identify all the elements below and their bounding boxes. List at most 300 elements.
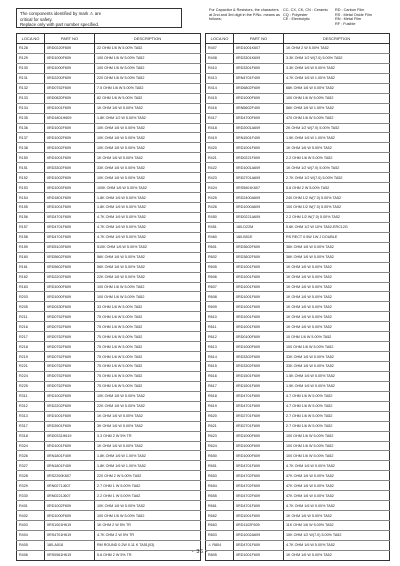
parts-table-left [16,33,201,561]
part-no-cell: 0RD3901F609 [45,421,95,431]
loca-no-cell: R606 [206,272,234,282]
table-row [17,342,201,352]
description-cell: 22K OHM 1/6 W 5.00% TA52 [95,272,201,282]
part-no-cell: 0RD0752F609 [45,312,95,322]
loca-no-cell: R451 [206,222,234,232]
table-row [206,491,390,501]
description-cell: 1.8K OHM 1/6 W 1.00% TA52 [95,461,201,471]
table-row [17,123,201,133]
part-no-cell: 0RD4701F609 [234,401,284,411]
description-cell: 10K OHM 1/6 W 5.00% TA52 [95,391,201,401]
loca-no-cell: R161 [17,262,45,272]
table-row [17,53,201,63]
description-cell: 47K OHM 1/6 W 5.00% TA52 [284,481,390,491]
loca-no-cell: R216 [17,322,45,332]
table-row [17,322,201,332]
parts-table-left-body [17,44,201,561]
part-no-cell: 0RD4702F609 [234,481,284,491]
part-no-cell: 0RD1002F609 [45,123,95,133]
part-no-cell: 0RD5103F609 [45,242,95,252]
part-no-cell: 0RD4702F609 [234,471,284,481]
table-row [17,282,201,292]
part-no-cell: 0RD1000F609 [234,451,284,461]
loca-no-cell: R408 [206,53,234,63]
table-row [17,272,201,282]
safety-notice [16,8,182,28]
part-no-cell: 0RD4700F609 [234,113,284,123]
part-no-cell: 0RD0221A609 [234,212,284,222]
table-row [17,143,201,153]
description-cell: 510K OHM 1/6 W 5.00% TA52 [95,242,201,252]
loca-no-cell: R406 [17,550,45,560]
part-no-cell: 0RN5602F409 [234,103,284,113]
table-row [206,242,390,252]
description-cell: RM ROUND 0.2W 0.11 K TA51(03) [95,540,201,550]
part-no-cell: 0RD1001F609 [45,441,95,451]
part-no-cell: 0RD0752F609 [45,332,95,342]
part-no-cell: 0RD1002F609 [45,391,95,401]
part-no-cell: 0RD1001A609 [234,163,284,173]
part-no-cell: 0RD4701F609 [45,212,95,222]
table-row [206,44,390,54]
table-row [17,481,201,491]
part-no-cell: 0RD2701F609 [234,411,284,421]
table-row [17,401,201,411]
description-cell: 4.7K OHM 1/6 W 5.00% TA52 [284,540,390,550]
part-no-cell: 0RD3301F609 [234,63,284,73]
part-no-cell: 0RD3302F609 [234,352,284,362]
table-row [206,212,390,222]
table-row [206,530,390,540]
description-cell: 100 OHM 1/6 W 5.00% TA52 [284,431,390,441]
loca-no-cell: R651 [206,461,234,471]
description-cell: 3.3K OHM 1/2 W(7.0) 5.00% TA52 [284,53,390,63]
description-cell: 75 OHM 1/6 W 5.00% TA52 [95,332,201,342]
resistor-code: RS : Metal Oxide Film [335,12,372,17]
table-row [17,173,201,183]
part-no-cell: 0RD1000A609 [234,203,284,213]
capacitor-code: CE : Electrolytic [283,17,310,22]
table-row [17,451,201,461]
safety-notice-line: The components identified by mark ⚠ are [20,11,102,16]
table-row [206,113,390,123]
description-cell: 1K OHM 1/6 W 5.00% TA52 [284,292,390,302]
table-row [206,511,390,521]
part-no-cell: 0RD0220F609 [45,44,95,54]
loca-no-cell: R132 [17,83,45,93]
part-no-cell: 0RN0271J607 [45,481,95,491]
description-cell: 36K OHM 1/6 W 5.00% TA52 [284,252,390,262]
table-row [206,501,390,511]
part-no-cell: 0RD0100F609 [234,332,284,342]
part-no-cell: 0RD0752F609 [45,362,95,372]
description-cell: 75 OHM 1/6 W 5.00% TA52 [95,352,201,362]
capacitor-code: CQ : Polyester [283,12,308,17]
description-cell: 1K OHM 1/6 W 5.00% TA52 [95,103,201,113]
description-cell: 5.6K OHM 1/2 W 10% TA52-ERC12G [284,222,390,232]
description-cell: 4.7K OHM 1/6 W 1.00% TA52 [284,73,390,83]
loca-no-cell: R615 [206,362,234,372]
loca-no-cell: R602 [206,252,234,262]
table-row [17,292,201,302]
description-cell: 75 OHM 1/6 W 5.00% TA52 [95,381,201,391]
table-row [206,371,390,381]
table-row [206,173,390,183]
part-no-cell: 0RD2701A609 [234,173,284,183]
description-cell: 1.8K OHM 1/6 W 5.00% TA52 [95,203,201,213]
description-cell: 1.8K OHM 1/6 W 1.00% TA52 [95,451,201,461]
loca-no-cell: R405 [17,540,45,550]
loca-no-cell: R217 [17,332,45,342]
part-no-cell: 0RD1001F609 [234,143,284,153]
description-cell: 68K OHM 1/6 W 5.00% TA52 [284,83,390,93]
description-cell: 2.7K OHM 1/2 W(7.0) 5.00% TA52 [284,173,390,183]
part-no-cell: 0RD0752F609 [45,371,95,381]
table-row [206,352,390,362]
table-row [206,53,390,63]
loca-no-cell: R417 [206,113,234,123]
part-no-cell: 0RD3602F609 [234,242,284,252]
table-row [17,391,201,401]
part-no-cell: 0RD4702F609 [234,491,284,501]
table-row [17,63,201,73]
table-row [17,103,201,113]
table-row [17,521,201,531]
table-row [17,501,201,511]
loca-no-cell: R402 [17,511,45,521]
description-cell: 11K OHM 1/6 W 5.00% TA52 [284,521,390,531]
loca-no-cell: R156 [17,212,45,222]
part-no-cell: 0RD1000F609 [234,431,284,441]
description-cell: 100 OHM 1/6 W 5.00% TA52 [95,292,201,302]
loca-no-cell: R422 [206,163,234,173]
part-no-cell: 0RD1002F609 [45,143,95,153]
part-no-header: PART NO [234,34,284,44]
loca-no-cell: R650 [206,451,234,461]
table-row [206,292,390,302]
part-no-cell: 0RD0330F609 [45,302,95,312]
loca-no-cell: R404 [17,530,45,540]
description-cell: RS RECT 0.5W 1W J DOUBLE [284,232,390,242]
table-row [206,93,390,103]
table-row [17,312,201,322]
description-cell: 5.6 OHM 2 W 5% TR [95,550,201,560]
loca-no-cell: R611 [206,322,234,332]
parts-table-right-body [206,44,390,561]
table-row [17,83,201,93]
loca-no-cell: R324 [17,441,45,451]
table-row [206,153,390,163]
description-cell: 4.7K OHM 1/6 W 5.00% TA52 [284,461,390,471]
loca-no-cell: R607 [206,282,234,292]
table-row [17,183,201,193]
loca-no-cell: R130 [17,63,45,73]
loca-no-cell: R418 [206,123,234,133]
resistor-code: RF : Fusible [335,21,356,26]
table-row [17,362,201,372]
loca-no-cell: R133 [17,93,45,103]
table-row [206,183,390,193]
table-row [206,73,390,83]
table-row [206,103,390,113]
part-no-cell: 0RD1002F609 [45,173,95,183]
part-no-cell: 0RD2701F609 [234,421,284,431]
description-cell: 33 OHM 1/6 W 5.00% TA52 [95,302,201,312]
loca-no-cell: R327 [17,461,45,471]
table-row [17,93,201,103]
loca-no-cell: R803 [206,530,234,540]
table-row [206,431,390,441]
loca-no-cell: R137 [17,133,45,143]
loca-no-cell: R203 [17,292,45,302]
loca-no-cell: R601 [206,242,234,252]
description-cell: 75 OHM 1/6 W 5.00% TA52 [95,312,201,322]
part-no-cell: 0RD5602F609 [45,252,95,262]
part-no-cell: 0RD1001F609 [45,153,95,163]
table-row [17,212,201,222]
loca-no-cell: R317 [17,421,45,431]
loca-no-cell: R155 [17,203,45,213]
loca-no-cell: R663 [206,521,234,531]
table-row [206,411,390,421]
loca-no-cell: R329 [17,481,45,491]
description-cell: 2.7 OHM 1/6 W 5.00% TA52 [284,411,390,421]
part-no-cell: 0RD1501F609 [234,371,284,381]
part-no-cell: 0RD2200F609 [45,73,95,83]
description-cell: 33K OHM 1/6 W 5.00% TA52 [284,352,390,362]
part-no-cell: 0RD1001F609 [234,262,284,272]
description-cell: 3K OHM 1/6 W 5.00% TA52 [95,421,201,431]
table-row [206,282,390,292]
description-cell: 56K OHM 1/6 W 1.00% TA52 [284,103,390,113]
part-no-cell: 0RD1002A609 [234,530,284,540]
description-cell: 100 OHM 1/2 W(7.0) 5.00% TA52 [284,203,390,213]
parts-table-right [205,33,390,561]
description-cell: 470 OHM 1/6 W 5.00% TA52 [284,113,390,123]
part-no-cell: 0RD0752F609 [45,352,95,362]
description-cell: 1K OHM 2 W 5.00% TA52 [284,44,390,54]
table-row [206,302,390,312]
description-cell: 1K OHM 1/6 W 5.00% TA52 [284,550,390,560]
loca-no-cell: R158 [17,232,45,242]
loca-no-cell: R423 [206,173,234,183]
part-no-cell: 0RD1001F609 [234,550,284,560]
part-no-cell: 0RD1000F609 [45,63,95,73]
table-row [206,322,390,332]
part-no-cell: 0RD1001F609 [234,511,284,521]
loca-no-cell: R313 [17,411,45,421]
loca-no-cell: R621 [206,421,234,431]
part-no-cell: 0RN1801F409 [45,451,95,461]
loca-no-cell: R609 [206,302,234,312]
description-cell: 2.7 OHM 1/6 W 5.00% TA52 [284,421,390,431]
table-row [206,262,390,272]
description-cell: 56K OHM 1/6 W 5.00% TA52 [95,262,201,272]
loca-no-cell: R401 [17,501,45,511]
description-cell: 82 OHM 1/6 W 5.00% TA52 [95,93,201,103]
table-row [17,262,201,272]
table-row [206,481,390,491]
capacitor-code: CC, CX, CK, CN : Ceramic [283,8,329,12]
description-cell: 1K OHM 1/6 W 5.00% TA52 [284,272,390,282]
table-row [17,44,201,54]
table-row [206,391,390,401]
part-no-cell: 0RD6802F609 [234,83,284,93]
loca-no-cell: R211 [17,312,45,322]
table-row [17,302,201,312]
loca-no-cell: R450 [206,212,234,222]
description-cell: 3.3 OHM 2 W 5% TR [95,431,201,441]
description-cell: 1K OHM 1/6 W 5.00% TA52 [284,322,390,332]
part-no-cell: 0RD1000F609 [234,441,284,451]
table-row [17,222,201,232]
resistor-code-legend [335,8,387,26]
table-row [17,461,201,471]
loca-no-cell: R415 [206,93,234,103]
loca-no-cell: R311 [17,391,45,401]
loca-no-cell: R225 [17,381,45,391]
table-row [206,272,390,282]
part-no-cell: 0RD3302F609 [45,163,95,173]
part-no-cell: 0RD4701F609 [45,222,95,232]
table-row [206,252,390,262]
table-row [206,133,390,143]
description-cell: 1K OHM 1/6 W 5.00% TA52 [284,143,390,153]
part-no-cell: 0RN4701F409 [234,73,284,83]
part-no-cell: 0RD1000F609 [45,282,95,292]
table-row [17,530,201,540]
description-cell: 100 OHM 1/6 W 5.00% TA52 [284,441,390,451]
part-no-cell: 0RD1801H609 [45,113,95,123]
part-no-cell: 0RD2202F609 [45,272,95,282]
part-no-cell: 0RD4701F609 [45,232,95,242]
loca-no-cell: R654 [206,481,234,491]
description-cell: 75 OHM 1/6 W 5.00% TA52 [95,342,201,352]
part-no-cell: 180-B01E [234,232,284,242]
loca-no-cell: ⚠ R804 [206,540,234,550]
loca-no-cell: R614 [206,352,234,362]
table-row [17,232,201,242]
table-row [17,242,201,252]
loca-no-cell: R162 [17,272,45,282]
description-cell: 4.7K OHM 1/6 W 5.00% TA52 [284,501,390,511]
loca-no-cell: R661 [206,501,234,511]
table-row [206,143,390,153]
part-no-cell: 0RD1000F609 [45,292,95,302]
description-cell: 7.5 OHM 1/6 W 5.00% TA52 [95,83,201,93]
loca-no-cell: R420 [206,143,234,153]
description-cell: 100 OHM 1/6 W 5.00% TA52 [284,451,390,461]
loca-no-cell: R224 [17,371,45,381]
loca-no-cell: R151 [17,163,45,173]
loca-no-cell: R160 [17,252,45,262]
description-cell: 1K OHM 1/6 W 5.00% TA52 [284,302,390,312]
loca-no-cell: R330 [17,491,45,501]
resistor-code: RD : Carbon Film [335,8,365,12]
part-no-cell: 0RD1001F609 [234,312,284,322]
loca-no-cell: R424 [206,183,234,193]
loca-no-cell: R163 [17,282,45,292]
loca-no-cell: R326 [17,451,45,461]
description-cell: 3.3K OHM 1/6 W 5.00% TA52 [284,63,390,73]
description-cell: 2.2 OHM 1 W 5.00% TA62 [95,491,201,501]
loca-no-cell: R135 [17,113,45,123]
description-cell: 1.5K OHM 1/6 W 5.00% TA52 [284,371,390,381]
table-row [206,203,390,213]
part-no-cell: 0RD1001F609 [234,282,284,292]
table-row [17,352,201,362]
safety-notice-line: Replace only with part number specified. [20,22,100,28]
part-no-cell: 0RD0331H619 [45,431,95,441]
table-row [17,203,201,213]
loca-no-cell: R154 [17,193,45,203]
loca-no-cell: R608 [206,292,234,302]
loca-no-cell: R662 [206,511,234,521]
description-cell: 1K OHM 2 W 5% TR [95,521,201,531]
description-cell: 4.7K OHM 1/6 W 5.00% TA52 [95,212,201,222]
part-no-cell: 0RD1000F609 [234,342,284,352]
loca-no-cell: R616 [206,371,234,381]
description-cell: 5.6 OHM 2 W 5.00% TA52 [284,183,390,193]
description-cell: 1K OHM 1/6 W 5.00% TA52 [95,411,201,421]
description-cell: 100K OHM 1/6 W 5.00% TA52 [95,183,201,193]
part-no-cell: 0RD4701F609 [234,540,284,550]
part-no-cell: 0RD1001F609 [45,411,95,421]
part-no-cell: 0RD1001F609 [234,292,284,302]
loca-no-cell: R618 [206,391,234,401]
loca-no-cell: R623 [206,431,234,441]
description-cell: 240 OHM 1/2 W(7.0) 5.00% TA52 [284,193,390,203]
part-no-cell: 0RS4701H619 [45,530,95,540]
description-cell: 4.7 OHM 1/6 W 5.00% TA52 [284,391,390,401]
safety-notice-line: critical for safety. [20,16,53,22]
table-row [17,441,201,451]
description-cell: 220 OHM 2 W 5.00% TA52 [95,471,201,481]
part-no-cell: 0RD5602F609 [45,262,95,272]
loca-no-cell: R619 [206,401,234,411]
loca-no-cell: R150 [17,153,45,163]
table-row [206,342,390,352]
loca-no-cell: R426 [206,203,234,213]
part-no-cell: 0RD3602F609 [234,252,284,262]
part-no-cell: 0RS5601K607 [234,183,284,193]
table-row [17,153,201,163]
table-row [17,381,201,391]
description-cell: 1.8K OHM 1/6 W 5.00% TA52 [95,193,201,203]
description-cell: 10K OHM 1/6 W 5.00% TA52 [95,123,201,133]
loca-no-header: LOCA NO [206,34,234,44]
description-cell: 1K OHM 1/6 W 5.00% TA52 [284,262,390,272]
description-cell: 10K OHM 1/6 W 5.00% TA52 [95,143,201,153]
part-no-cell: 0RD1000F609 [234,93,284,103]
part-no-cell: 0RD1001F609 [234,322,284,332]
part-no-cell: 0RD1003F609 [45,183,95,193]
part-no-cell: 0RD1002F609 [45,133,95,143]
table-row [17,113,201,123]
part-no-cell: 0RD3301K609 [234,53,284,63]
description-cell: 36K OHM 1/6 W 5.00% TA52 [284,242,390,252]
loca-no-cell: R153 [17,183,45,193]
table-row [206,362,390,372]
part-no-cell: 0RD1001F609 [234,272,284,282]
loca-no-cell: R318 [17,431,45,441]
table-row [206,232,390,242]
loca-no-cell: R413 [206,73,234,83]
part-no-cell: 0RS2200K607 [45,471,95,481]
table-row [206,521,390,531]
loca-no-cell: R610 [206,312,234,322]
description-cell: 4.7K OHM 1/6 W 5.00% TA52 [95,222,201,232]
